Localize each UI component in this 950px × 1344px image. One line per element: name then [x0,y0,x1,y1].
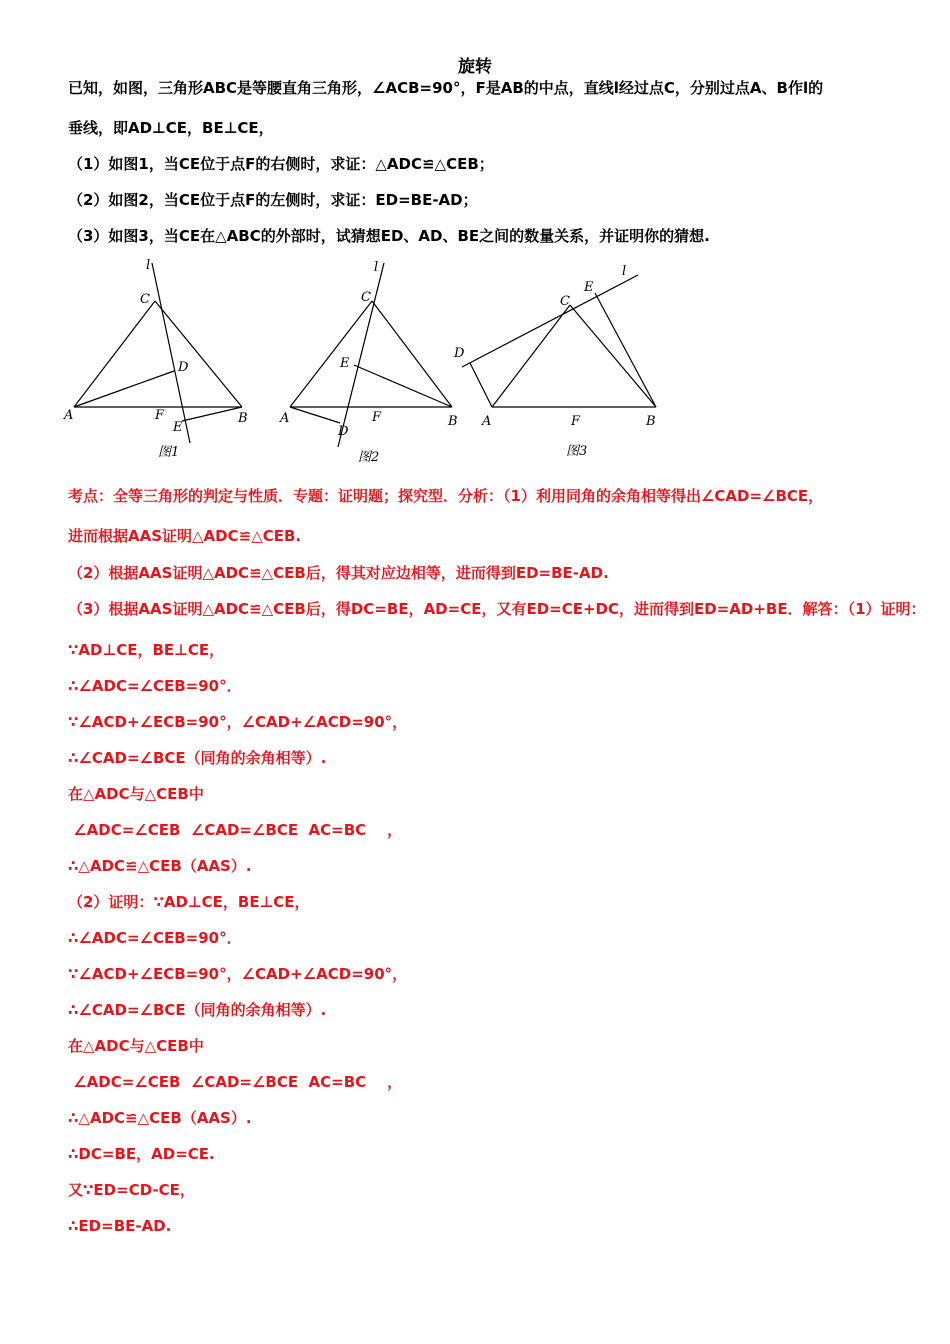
label-E: E [173,420,183,435]
segment-BC [372,301,452,407]
segment-BC [570,305,656,407]
segment-BE [182,407,242,421]
figure-2-caption: 图2 [358,450,380,465]
label-D: D [178,360,189,375]
label-C: C [140,292,150,307]
label-D: D [338,424,349,439]
proof-line: ∠ADC=∠CEB ∠CAD=∠BCE AC=BC ， [68,821,403,839]
figure-3-caption: 图3 [566,444,588,459]
label-B: B [448,414,458,429]
label-A: A [482,414,492,429]
label-F: F [372,410,382,425]
proof-line: ∴∠CAD=∠BCE（同角的余角相等）. [68,1001,327,1019]
segment-AD [74,371,174,407]
segment-BE [354,365,452,407]
proof-line: ∴DC=BE，AD=CE. [68,1145,215,1163]
figure-1 [60,255,260,465]
label-l: l [622,264,627,279]
label-A: A [280,411,290,426]
figure-1-caption: 图1 [158,445,180,460]
segment-AC [290,301,372,407]
proof-line: ∵∠ACD+∠ECB=90°，∠CAD+∠ACD=90°， [68,713,408,731]
analysis-line: 进而根据AAS证明△ADC≌△CEB. [68,527,302,545]
label-l: l [146,258,151,273]
segment-AD [290,407,340,423]
question-line: 已知，如图，三角形ABC是等腰直角三角形，∠ACB=90°，F是AB的中点，直线l经过点C，分别过点A、B作l的 [68,79,824,97]
label-B: B [646,414,656,429]
proof-line: ∵∠ACD+∠ECB=90°，∠CAD+∠ACD=90°， [68,965,408,983]
page-title: 旋转 [458,57,492,77]
proof-line: 在△ADC与△CEB中 [68,785,204,803]
proof-line: （2）证明：∵AD⊥CE，BE⊥CE， [68,893,310,911]
proof-line: ∴△ADC≌△CEB（AAS）. [68,1109,252,1127]
line-l [462,275,638,367]
label-C: C [361,290,371,305]
label-E: E [584,280,594,295]
question-line: （2）如图2，当CE位于点F的左侧时，求证：ED=BE-AD； [68,191,478,209]
label-F: F [571,414,581,429]
question-line: （1）如图1，当CE位于点F的右侧时，求证：△ADC≌△CEB； [68,155,494,173]
figure-2-diagram [278,255,458,470]
analysis-line: 考点：全等三角形的判定与性质．专题：证明题；探究型．分析：（1）利用同角的余角相等得出∠CAD=∠BCE， [68,487,824,505]
label-B: B [238,411,248,426]
figure-2 [278,255,458,470]
figure-1-diagram [60,255,260,465]
label-E: E [340,356,350,371]
proof-line: ∠ADC=∠CEB ∠CAD=∠BCE AC=BC ， [68,1073,403,1091]
analysis-line: （2）根据AAS证明△ADC≌△CEB后，得其对应边相等，进而得到ED=BE-AD. [68,564,609,582]
label-F: F [155,408,165,423]
proof-line: ∴ED=BE-AD. [68,1217,172,1235]
figure-3 [448,255,668,465]
question-line: （3）如图3，当CE在△ABC的外部时，试猜想ED、AD、BE之间的数量关系，并证明你的猜想. [68,227,710,245]
label-A: A [64,408,74,423]
proof-line: ∴∠ADC=∠CEB=90°． [68,677,242,695]
analysis-line: （3）根据AAS证明△ADC≌△CEB后，得DC=BE，AD=CE，又有ED=CE+DC，进而得到ED=AD+BE．解答：（1）证明： [68,600,926,618]
question-line: 垂线，即AD⊥CE，BE⊥CE， [68,119,274,137]
figure-3-diagram [448,255,668,465]
segment-AC [74,301,155,407]
label-C: C [560,294,570,309]
label-D: D [454,346,465,361]
proof-line: ∴∠ADC=∠CEB=90°． [68,929,242,947]
segment-BC [155,301,242,407]
proof-line: 在△ADC与△CEB中 [68,1037,204,1055]
segment-AD [470,363,492,407]
segment-AC [492,305,570,407]
proof-line: ∴△ADC≌△CEB（AAS）. [68,857,252,875]
label-l: l [374,260,379,275]
proof-line: 又∵ED=CD-CE， [68,1181,195,1199]
proof-line: ∵AD⊥CE，BE⊥CE， [68,641,225,659]
proof-line: ∴∠CAD=∠BCE（同角的余角相等）. [68,749,327,767]
segment-BE [595,293,656,407]
